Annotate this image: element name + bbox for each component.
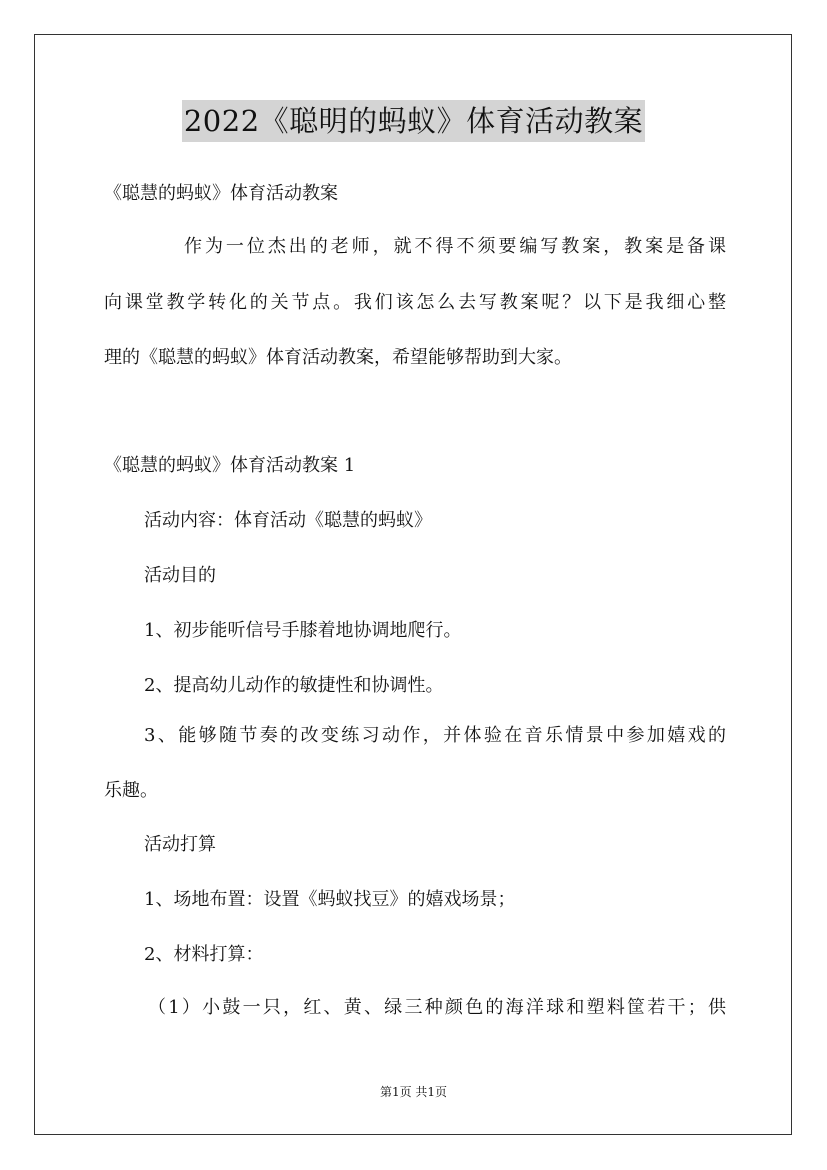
goal-item-2: 2、提高幼儿动作的敏捷性和协调性。 [144,675,444,696]
document-subtitle: 《聪慧的蚂蚁》体育活动教案 [104,183,338,204]
intro-line-2: 向课堂教学转化的关节点。我们该怎么去写教案呢？以下是我细心整 [104,292,726,313]
activity-content: 活动内容：体育活动《聪慧的蚂蚁》 [144,510,432,531]
intro-line-3: 理的《聪慧的蚂蚁》体育活动教案，希望能够帮助到大家。 [104,347,572,368]
prep-item-1: 1、场地布置：设置《蚂蚁找豆》的嬉戏场景； [144,889,516,910]
section-heading: 《聪慧的蚂蚁》体育活动教案 1 [104,455,356,476]
prep-heading: 活动打算 [144,834,216,855]
page-footer: 第1页 共1页 [379,1085,448,1099]
goal-item-3-cont: 乐趣。 [104,780,158,801]
goal-item-3: 3、能够随节奏的改变练习动作，并体验在音乐情景中参加嬉戏的 [144,725,726,746]
goals-heading: 活动目的 [144,565,216,586]
prep-item-3: （1）小鼓一只，红、黄、绿三种颜色的海洋球和塑料筐若干；供 [148,997,726,1018]
goal-item-1: 1、初步能听信号手膝着地协调地爬行。 [144,620,462,641]
prep-item-2: 2、材料打算： [144,944,264,965]
document-title-block [0,100,827,142]
document-title: 2022《聪明的蚂蚁》体育活动教案 [182,100,645,142]
intro-line-1: 作为一位杰出的老师，就不得不须要编写教案，教案是备课 [184,236,726,257]
